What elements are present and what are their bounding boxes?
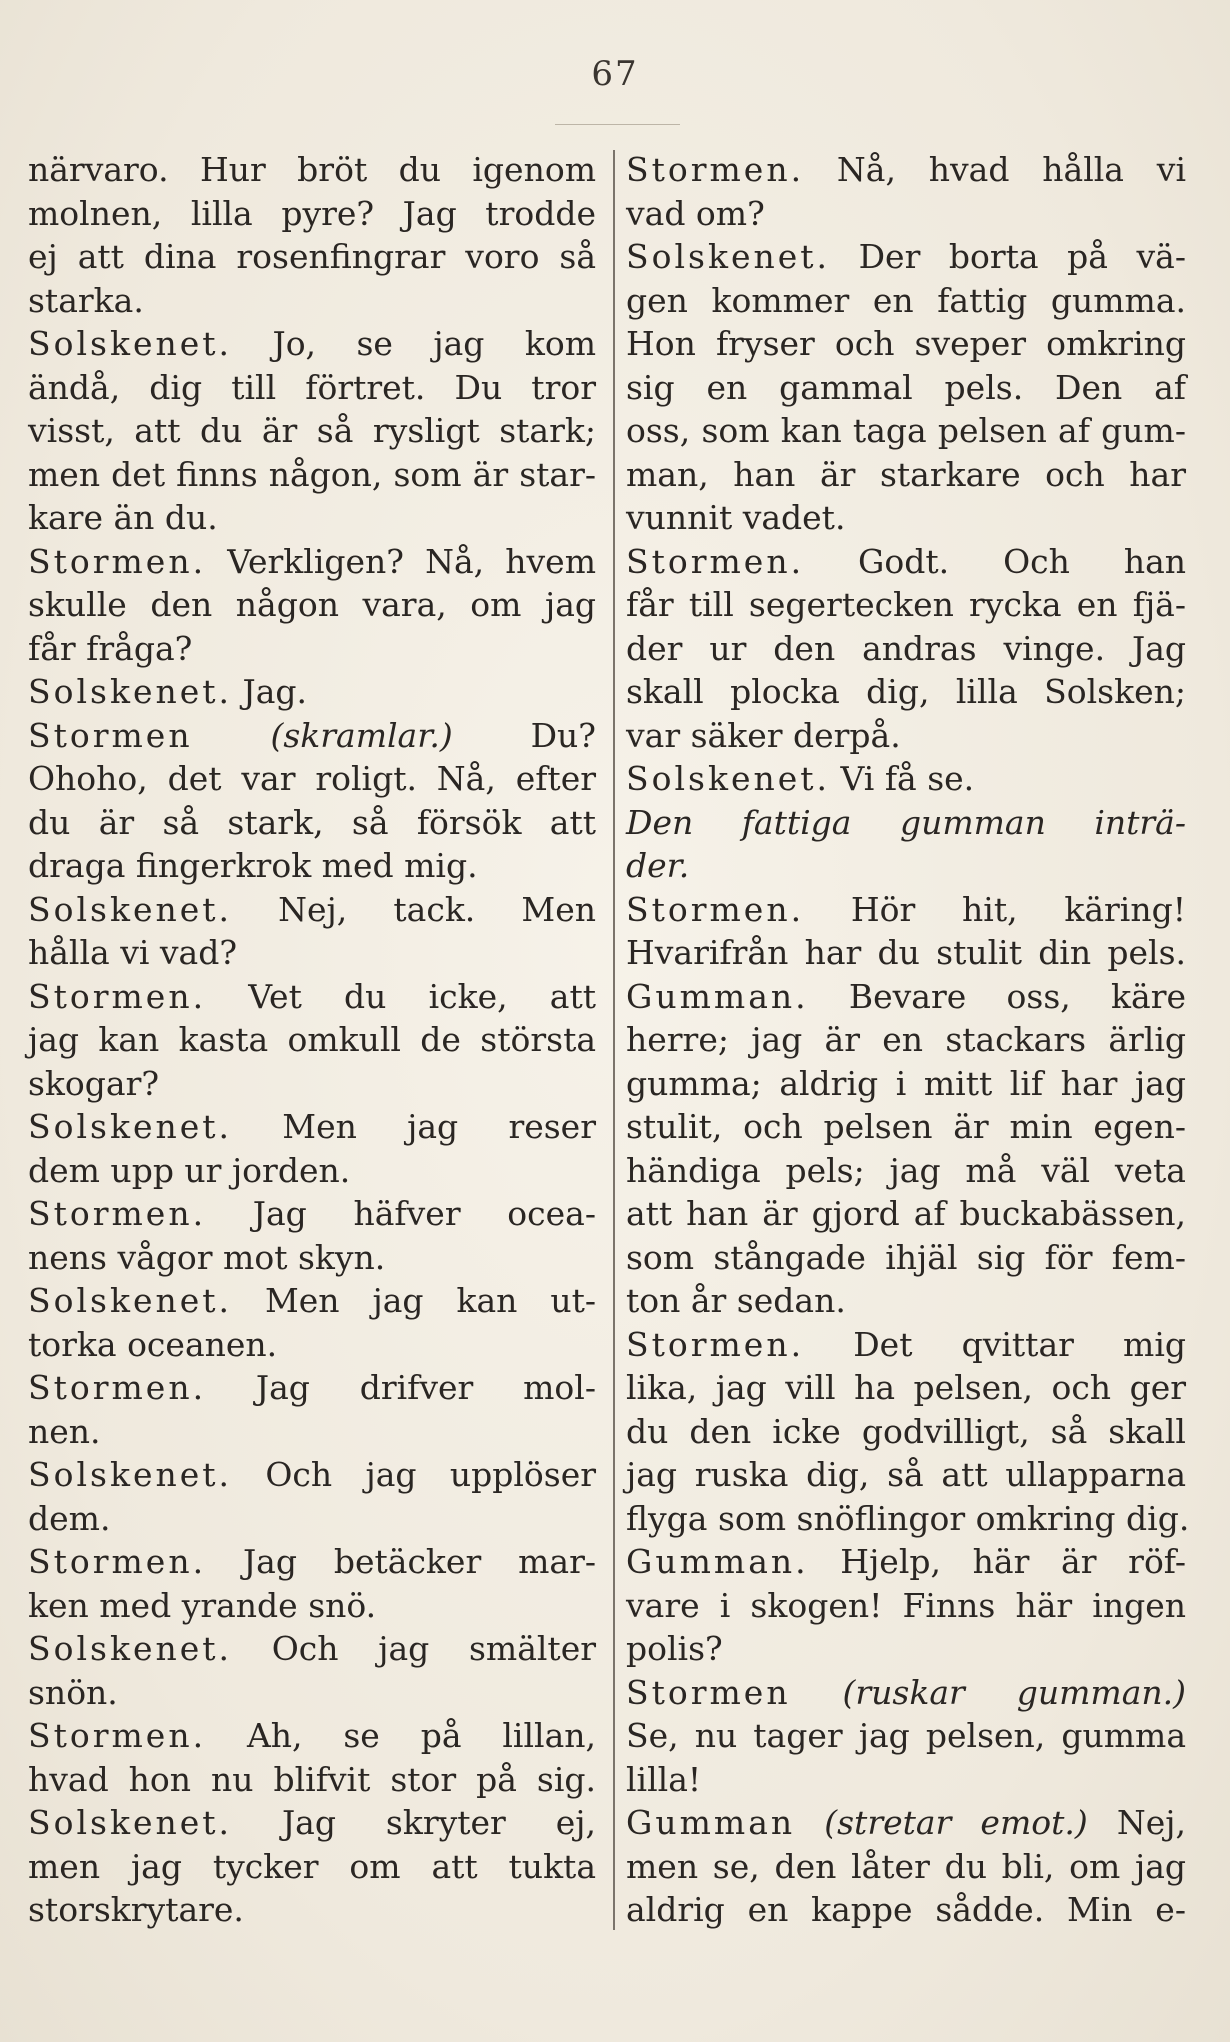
text-line [28, 757, 596, 801]
speaker-name: Solskenet. [28, 1281, 233, 1320]
line-text: storskrytare. [28, 1890, 244, 1929]
speaker-name: Solskenet. [28, 1803, 233, 1842]
text-line [626, 801, 1186, 845]
text-line [28, 888, 596, 932]
text-line [626, 192, 1186, 236]
text-line [626, 453, 1186, 497]
text-line [626, 844, 1186, 888]
line-text: att han är gjord af buckabässen, [626, 1194, 1186, 1233]
line-text: torka oceanen. [28, 1324, 278, 1364]
line-text: jag ruska dig, så att ullapparna [626, 1455, 1186, 1494]
text-line [626, 366, 1186, 410]
stage-direction: (ruskar gumman.) [790, 1672, 1186, 1712]
speaker-name: Gumman [626, 1803, 796, 1842]
line-text: Nej, tack. Men [232, 889, 596, 929]
line-text: snön. [28, 1672, 118, 1712]
line-text: skall plocka dig, lilla Solsken; [626, 672, 1186, 711]
line-text: jag kan kasta omkull de största [28, 1020, 596, 1059]
line-text: Der borta på vä- [830, 237, 1186, 276]
line-text: Nå, hvad hålla vi [804, 150, 1186, 189]
speaker-name: Solskenet. [626, 759, 831, 798]
text-line [626, 1453, 1186, 1497]
text-line [626, 1105, 1186, 1149]
line-text: Det qvittar mig [804, 1324, 1186, 1364]
line-text: herre; jag är en stackars ärlig [626, 1020, 1186, 1059]
text-line [626, 627, 1186, 671]
speaker-name: Stormen. [28, 1716, 207, 1755]
line-text: Jag betäcker mar- [206, 1542, 596, 1581]
text-line [28, 192, 596, 236]
text-line [28, 1323, 596, 1367]
text-line [28, 148, 596, 192]
text-line [626, 496, 1186, 540]
speaker-name: Solskenet. [28, 1629, 233, 1668]
text-line [28, 540, 596, 584]
stage-direction: (stretar emot.) [795, 1803, 1088, 1842]
speaker-name: Stormen. [626, 150, 805, 189]
line-text: Se, nu tager jag pelsen, gumma [626, 1716, 1186, 1755]
text-line [28, 1453, 596, 1497]
column-divider [613, 150, 615, 1930]
text-line [28, 801, 596, 845]
line-text: Jo, se jag kom [232, 324, 596, 363]
text-line [626, 1236, 1186, 1280]
text-line [28, 583, 596, 627]
text-line [28, 1410, 596, 1454]
line-text: Hon fryser och sveper omkring [626, 324, 1186, 363]
line-text: Jag drifver mol- [206, 1368, 596, 1407]
text-line [626, 1888, 1186, 1932]
text-line [626, 757, 1186, 801]
speaker-name: Gumman. [626, 976, 809, 1016]
line-text: Jag häfver ocea- [206, 1194, 596, 1233]
right-column [626, 148, 1190, 1932]
text-line [626, 670, 1186, 714]
line-text: Jag. [232, 672, 308, 711]
line-text: Godt. Och han [804, 541, 1186, 581]
text-line [28, 1888, 596, 1932]
speaker-name: Stormen [626, 1672, 791, 1712]
line-text: du den icke godvilligt, så skall [626, 1411, 1186, 1451]
text-line [28, 975, 596, 1019]
line-text: som stångade ihjäl sig för fem- [626, 1237, 1186, 1277]
line-text: Hör hit, käring! [804, 889, 1186, 929]
text-line [626, 714, 1186, 758]
speaker-name: Stormen. [28, 1542, 207, 1581]
line-text: du är så stark, så försök att [28, 802, 596, 842]
text-line [28, 1062, 596, 1106]
line-text: Hjelp, här är röf- [808, 1542, 1186, 1581]
speaker-name: Solskenet. [626, 237, 831, 276]
line-text: nen. [28, 1411, 101, 1451]
speaker-name: Solskenet. [28, 324, 233, 363]
text-line [28, 844, 596, 888]
text-line [626, 888, 1186, 932]
stage-direction: (skramlar.) [192, 715, 453, 755]
text-line [28, 453, 596, 497]
line-text: Vi få se. [830, 759, 975, 798]
line-text: man, han är starkare och har [626, 454, 1186, 494]
text-line [626, 1018, 1186, 1062]
line-text: Hvarifrån har du stulit din pels. [626, 933, 1186, 972]
line-text: lilla! [626, 1759, 702, 1799]
text-line [28, 322, 596, 366]
text-line [626, 1149, 1186, 1193]
line-text: molnen, lilla pyre? Jag trodde [28, 193, 596, 233]
text-line [28, 1584, 596, 1628]
text-line [626, 1801, 1186, 1845]
text-line [28, 496, 596, 540]
page-number: 67 [591, 54, 639, 94]
line-text: vare i skogen! Finns här ingen [626, 1585, 1186, 1625]
speaker-name: Stormen. [626, 889, 805, 929]
text-line [626, 1845, 1186, 1889]
line-text: dem upp ur jorden. [28, 1150, 351, 1190]
line-text: får fråga? [28, 628, 193, 668]
header-rule [555, 124, 680, 125]
text-line [28, 1192, 596, 1236]
line-text: skogar? [28, 1063, 160, 1103]
text-line [626, 322, 1186, 366]
text-line [626, 1540, 1186, 1584]
text-line [28, 1627, 596, 1671]
line-text: polis? [626, 1629, 723, 1668]
line-text: gumma; aldrig i mitt lif har jag [626, 1063, 1186, 1103]
text-line [626, 583, 1186, 627]
text-line [626, 1758, 1186, 1802]
text-line [626, 1279, 1186, 1323]
text-line [28, 627, 596, 671]
text-line [28, 1366, 596, 1410]
text-line [626, 279, 1186, 323]
line-text: var säker derpå. [626, 715, 901, 755]
line-text: der ur den andras vinge. Jag [626, 628, 1186, 668]
line-text: Nej, [1087, 1803, 1186, 1842]
text-line [28, 1018, 596, 1062]
text-line [626, 1584, 1186, 1628]
text-line [626, 1062, 1186, 1106]
speaker-name: Solskenet. [28, 1107, 233, 1146]
line-text: händiga pels; jag må väl veta [626, 1150, 1186, 1190]
line-text: Vet du icke, att [206, 976, 596, 1016]
text-line [626, 1627, 1186, 1671]
line-text: stulit, och pelsen är min egen- [626, 1107, 1186, 1146]
line-text: oss, som kan taga pelsen af gum- [626, 411, 1186, 450]
speaker-name: Stormen. [28, 976, 207, 1016]
line-text: Jag skryter ej, [232, 1803, 596, 1842]
text-line [626, 540, 1186, 584]
text-line [626, 409, 1186, 453]
line-text: får till segertecken rycka en fjä- [626, 585, 1186, 624]
line-text: närvaro. Hur bröt du igenom [28, 150, 596, 189]
text-line [28, 409, 596, 453]
text-line [28, 1497, 596, 1541]
text-line [626, 148, 1186, 192]
line-text: nens vågor mot skyn. [28, 1237, 386, 1277]
line-text: Men jag kan ut- [232, 1281, 596, 1320]
text-line [626, 931, 1186, 975]
line-text: Verkligen? Nå, hvem [206, 541, 596, 581]
text-line [626, 975, 1186, 1019]
speaker-name: Stormen. [626, 541, 805, 581]
line-text: vad om? [626, 193, 765, 233]
text-line [626, 1366, 1186, 1410]
line-text: aldrig en kappe sådde. Min e- [626, 1890, 1186, 1929]
text-line [28, 1758, 596, 1802]
text-line [28, 670, 596, 714]
speaker-name: Gumman. [626, 1542, 809, 1581]
text-line [626, 1323, 1186, 1367]
line-text: Och jag upplöser [232, 1455, 596, 1494]
text-line [28, 366, 596, 410]
text-line [28, 235, 596, 279]
line-text: ändå, dig till förtret. Du tror [28, 367, 596, 407]
text-line [28, 1105, 596, 1149]
line-text: Ah, se på lillan, [206, 1716, 596, 1755]
line-text: Du? [452, 715, 596, 755]
line-text: ej att dina rosenfingrar voro så [28, 237, 596, 276]
text-line [28, 1149, 596, 1193]
line-text: ken med yrande snö. [28, 1585, 377, 1625]
line-text: hvad hon nu blifvit stor på sig. [28, 1759, 596, 1799]
line-text: vunnit vadet. [626, 498, 846, 537]
line-text: men jag tycker om att tukta [28, 1846, 596, 1886]
text-line [28, 931, 596, 975]
speaker-name: Stormen. [28, 1368, 207, 1407]
speaker-name: Solskenet. [28, 1455, 233, 1494]
line-text: sig en gammal pels. Den af [626, 367, 1186, 407]
text-line [626, 1671, 1186, 1715]
line-text: Och jag smälter [232, 1629, 596, 1668]
line-text: starka. [28, 280, 144, 320]
speaker-name: Stormen. [626, 1324, 805, 1364]
text-line [28, 1671, 596, 1715]
text-line [626, 1497, 1190, 1541]
text-line [28, 1845, 596, 1889]
line-text: flyga som snöflingor omkring dig. [626, 1498, 1190, 1538]
line-text: visst, att du är så rysligt stark; [28, 411, 596, 450]
line-text: lika, jag vill ha pelsen, och ger [626, 1368, 1186, 1407]
speaker-name: Stormen [28, 715, 193, 755]
speaker-name: Stormen. [28, 1194, 207, 1233]
line-text: Ohoho, det var roligt. Nå, efter [28, 759, 596, 798]
text-line [626, 235, 1186, 279]
speaker-name: Solskenet. [28, 672, 233, 711]
line-text: skulle den någon vara, om jag [28, 585, 596, 624]
line-text: ton år sedan. [626, 1281, 846, 1320]
text-line [28, 1540, 596, 1584]
line-text: draga fingerkrok med mig. [28, 846, 478, 885]
text-line [28, 714, 596, 758]
line-text: Men jag reser [232, 1107, 596, 1146]
stage-direction: der. [626, 846, 690, 885]
text-line [28, 1236, 596, 1280]
text-line [626, 1192, 1186, 1236]
text-line [28, 279, 596, 323]
line-text: Bevare oss, käre [808, 976, 1186, 1016]
line-text: kare än du. [28, 498, 218, 537]
text-line [28, 1279, 596, 1323]
speaker-name: Stormen. [28, 541, 207, 581]
text-line [626, 1714, 1186, 1758]
text-line [28, 1714, 596, 1758]
line-text: men se, den låter du bli, om jag [626, 1846, 1186, 1886]
stage-direction: Den fattiga gumman inträ- [626, 802, 1186, 842]
text-line [626, 1410, 1186, 1454]
line-text: hålla vi vad? [28, 933, 238, 972]
line-text: dem. [28, 1498, 111, 1538]
speaker-name: Solskenet. [28, 889, 233, 929]
text-line [28, 1801, 596, 1845]
line-text: men det finns någon, som är star- [28, 454, 596, 494]
line-text: gen kommer en fattig gumma. [626, 280, 1186, 320]
left-column [28, 148, 596, 1932]
